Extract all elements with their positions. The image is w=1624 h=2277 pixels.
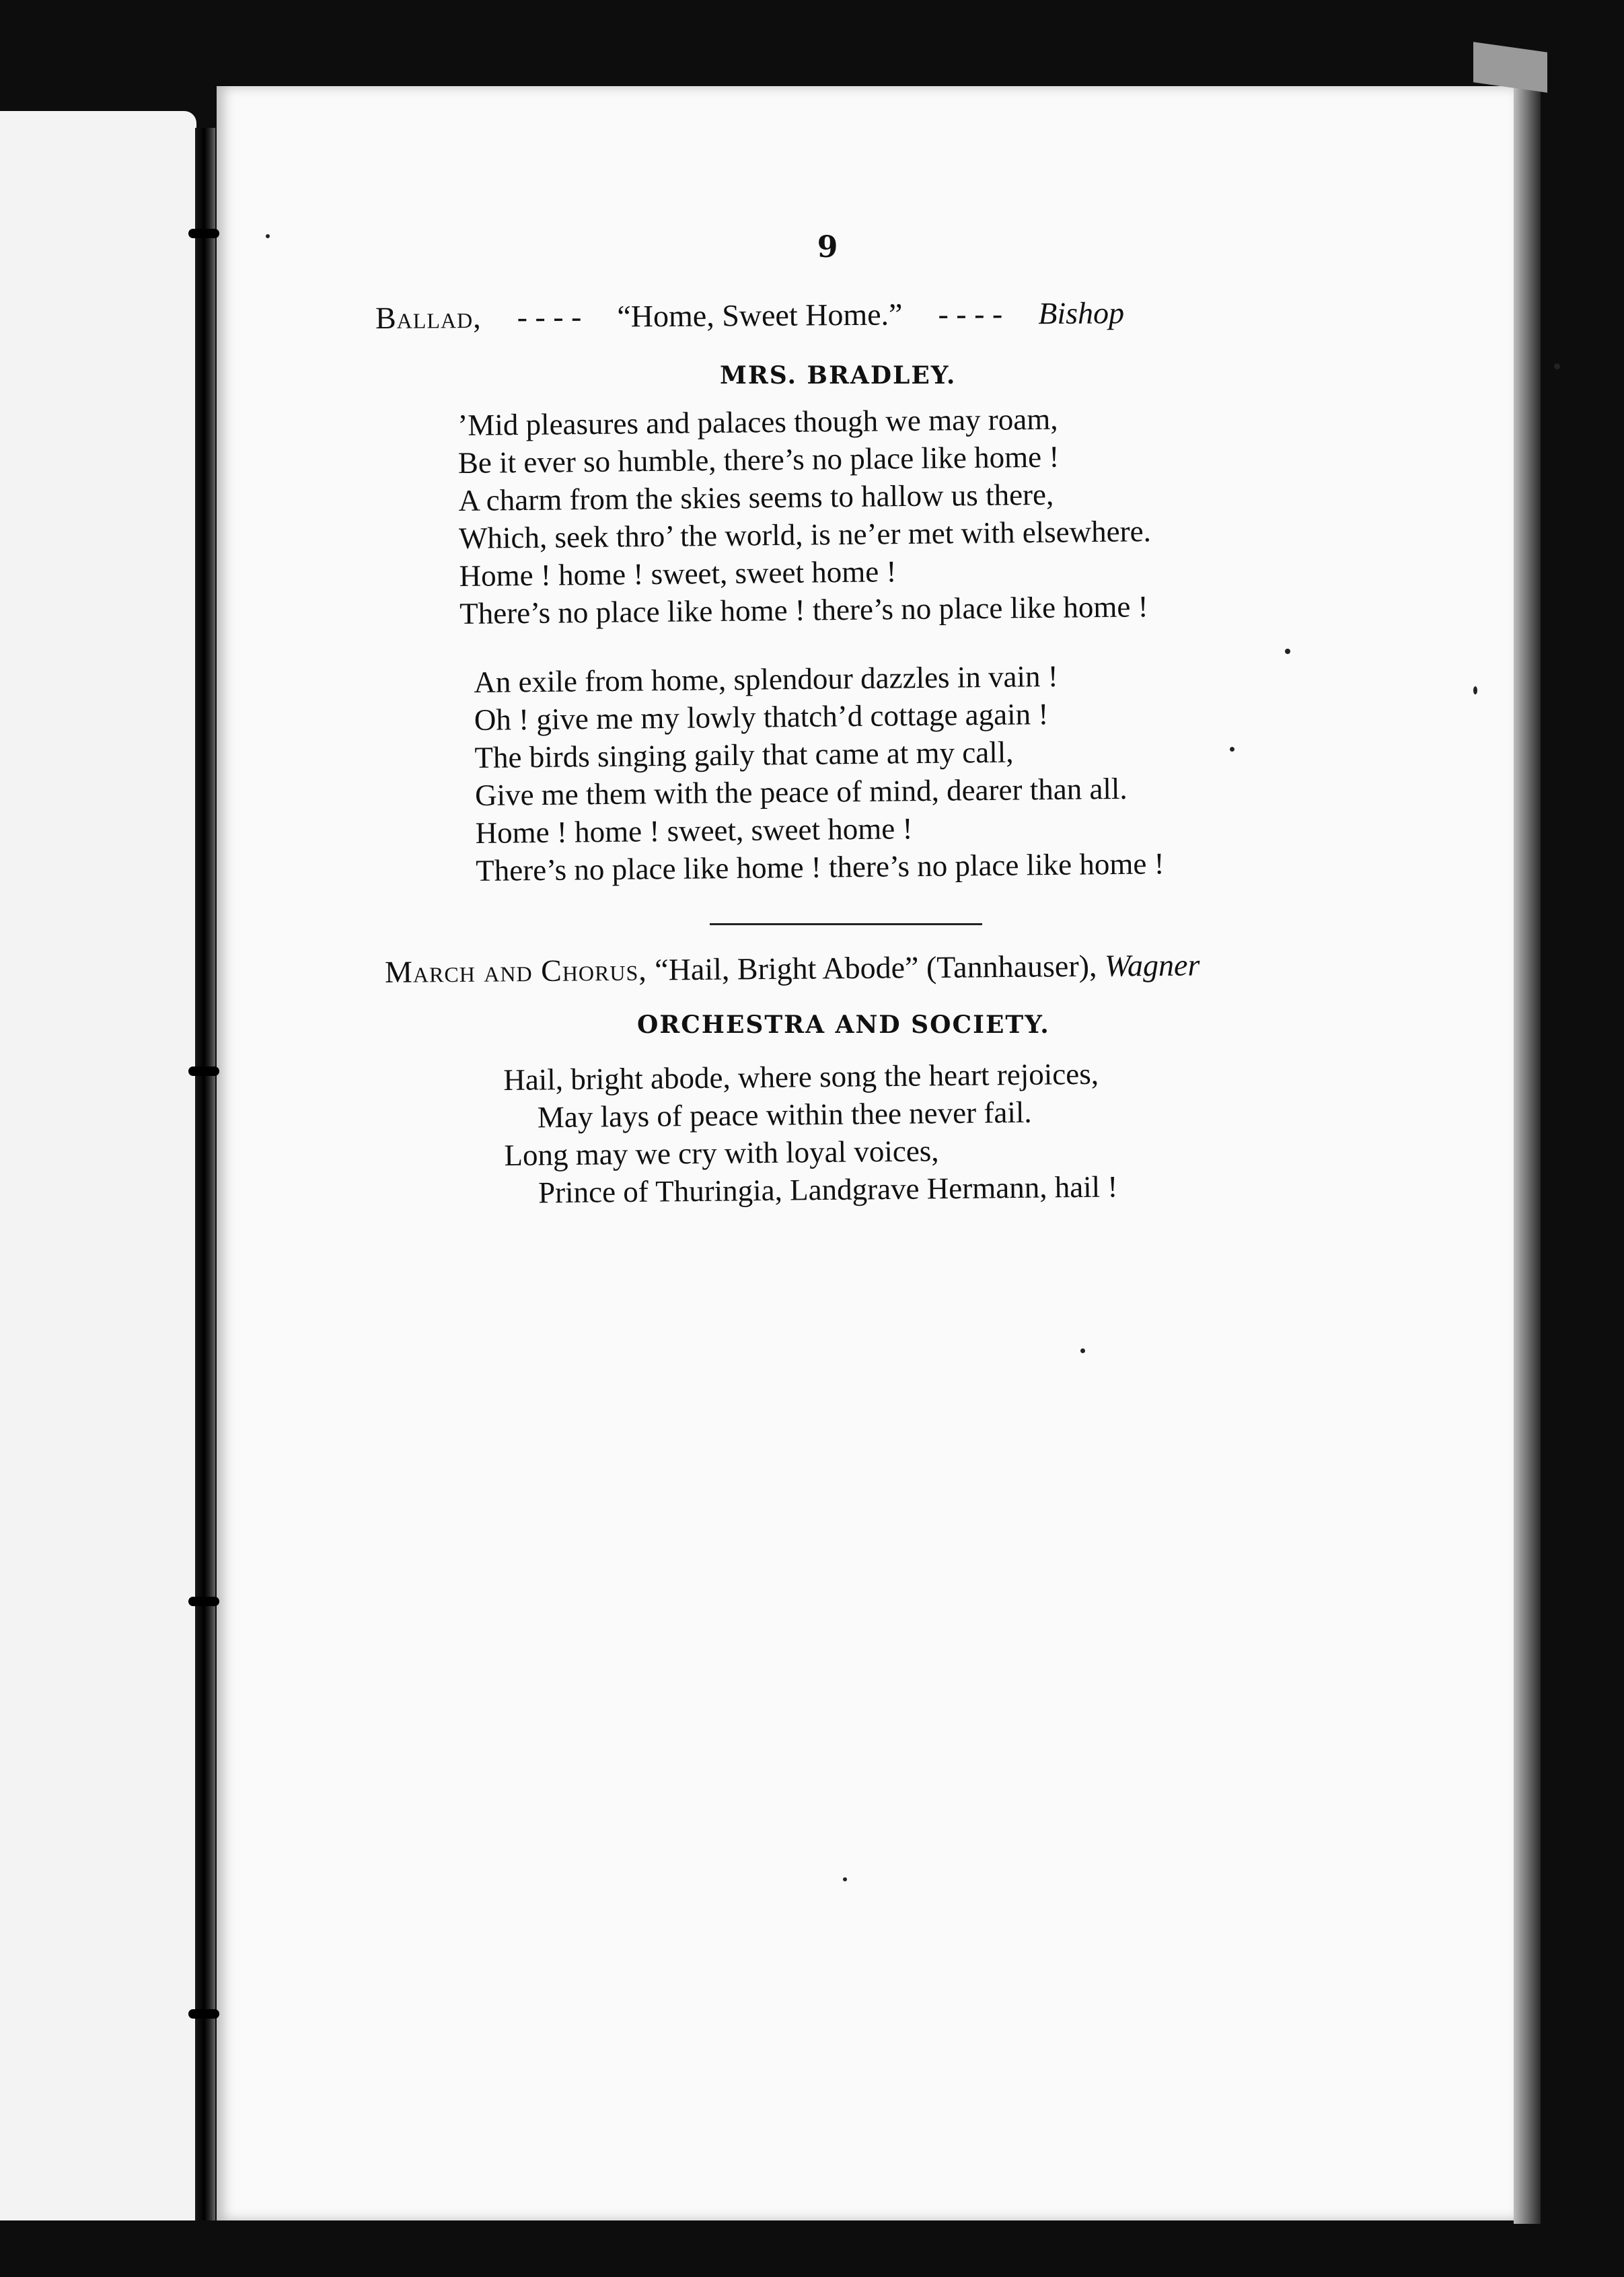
verse-line: There’s no place like home ! there’s no place like home ! xyxy=(459,589,1148,630)
march-verse xyxy=(503,1054,1118,1212)
verse-line: Hail, bright abode, where song the heart rejoices, xyxy=(503,1056,1099,1097)
ballad-performer: MRS. BRADLEY. xyxy=(720,361,957,390)
ballad-stanza-2 xyxy=(474,656,1165,890)
verse-line: Which, seek thro’ the world, is ne’er met with elsewhere. xyxy=(458,514,1152,555)
scan-speck xyxy=(1285,649,1290,654)
march-performer: ORCHESTRA AND SOCIETY. xyxy=(637,1011,1050,1039)
march-heading xyxy=(385,947,1200,990)
scan-speck xyxy=(1080,1348,1085,1353)
verse-line: A charm from the skies seems to hallow us there, xyxy=(458,477,1054,517)
verse-line: Prince of Thuringia, Landgrave Hermann, hail ! xyxy=(538,1169,1118,1210)
verse-line: Give me them with the peace of mind, dearer than all. xyxy=(474,771,1128,812)
march-title: “Hail, Bright Abode” (Tannhauser), xyxy=(655,948,1097,987)
ballad-form-label: Ballad, xyxy=(375,299,482,335)
ballad-dashes-left: - - - - xyxy=(517,299,582,334)
verse-line: Oh ! give me my lowly thatch’d cottage again ! xyxy=(474,697,1049,737)
march-composer: Wagner xyxy=(1104,947,1200,983)
verse-line: The birds singing gaily that came at my call, xyxy=(474,735,1014,774)
verse-line: Home ! home ! sweet, sweet home ! xyxy=(459,554,897,593)
march-form-label: March and Chorus, xyxy=(384,952,648,989)
scan-speck xyxy=(843,1877,847,1881)
page-number: 9 xyxy=(817,230,838,264)
scan-speck xyxy=(1554,363,1560,369)
verse-line: Home ! home ! sweet, sweet home ! xyxy=(475,811,913,850)
verse-line: Long may we cry with loyal voices, xyxy=(504,1134,939,1172)
ballad-heading xyxy=(375,295,1124,336)
ballad-dashes-right: - - - - xyxy=(938,296,1003,332)
verse-line: An exile from home, splendour dazzles in vain ! xyxy=(474,659,1059,699)
scan-speck xyxy=(266,234,270,238)
ballad-title: “Home, Sweet Home.” xyxy=(617,297,903,334)
ballad-composer: Bishop xyxy=(1038,295,1125,331)
scan-speck xyxy=(1230,747,1234,752)
ballad-stanza-1 xyxy=(457,399,1152,632)
verse-line: May lays of peace within thee never fail. xyxy=(537,1095,1032,1134)
section-divider xyxy=(710,923,982,925)
verse-line: ’Mid pleasures and palaces though we may roam, xyxy=(457,402,1058,442)
verse-line: Be it ever so humble, there’s no place like home ! xyxy=(457,439,1060,480)
scan-speck xyxy=(1473,686,1477,694)
verse-line: There’s no place like home ! there’s no place like home ! xyxy=(475,846,1165,888)
